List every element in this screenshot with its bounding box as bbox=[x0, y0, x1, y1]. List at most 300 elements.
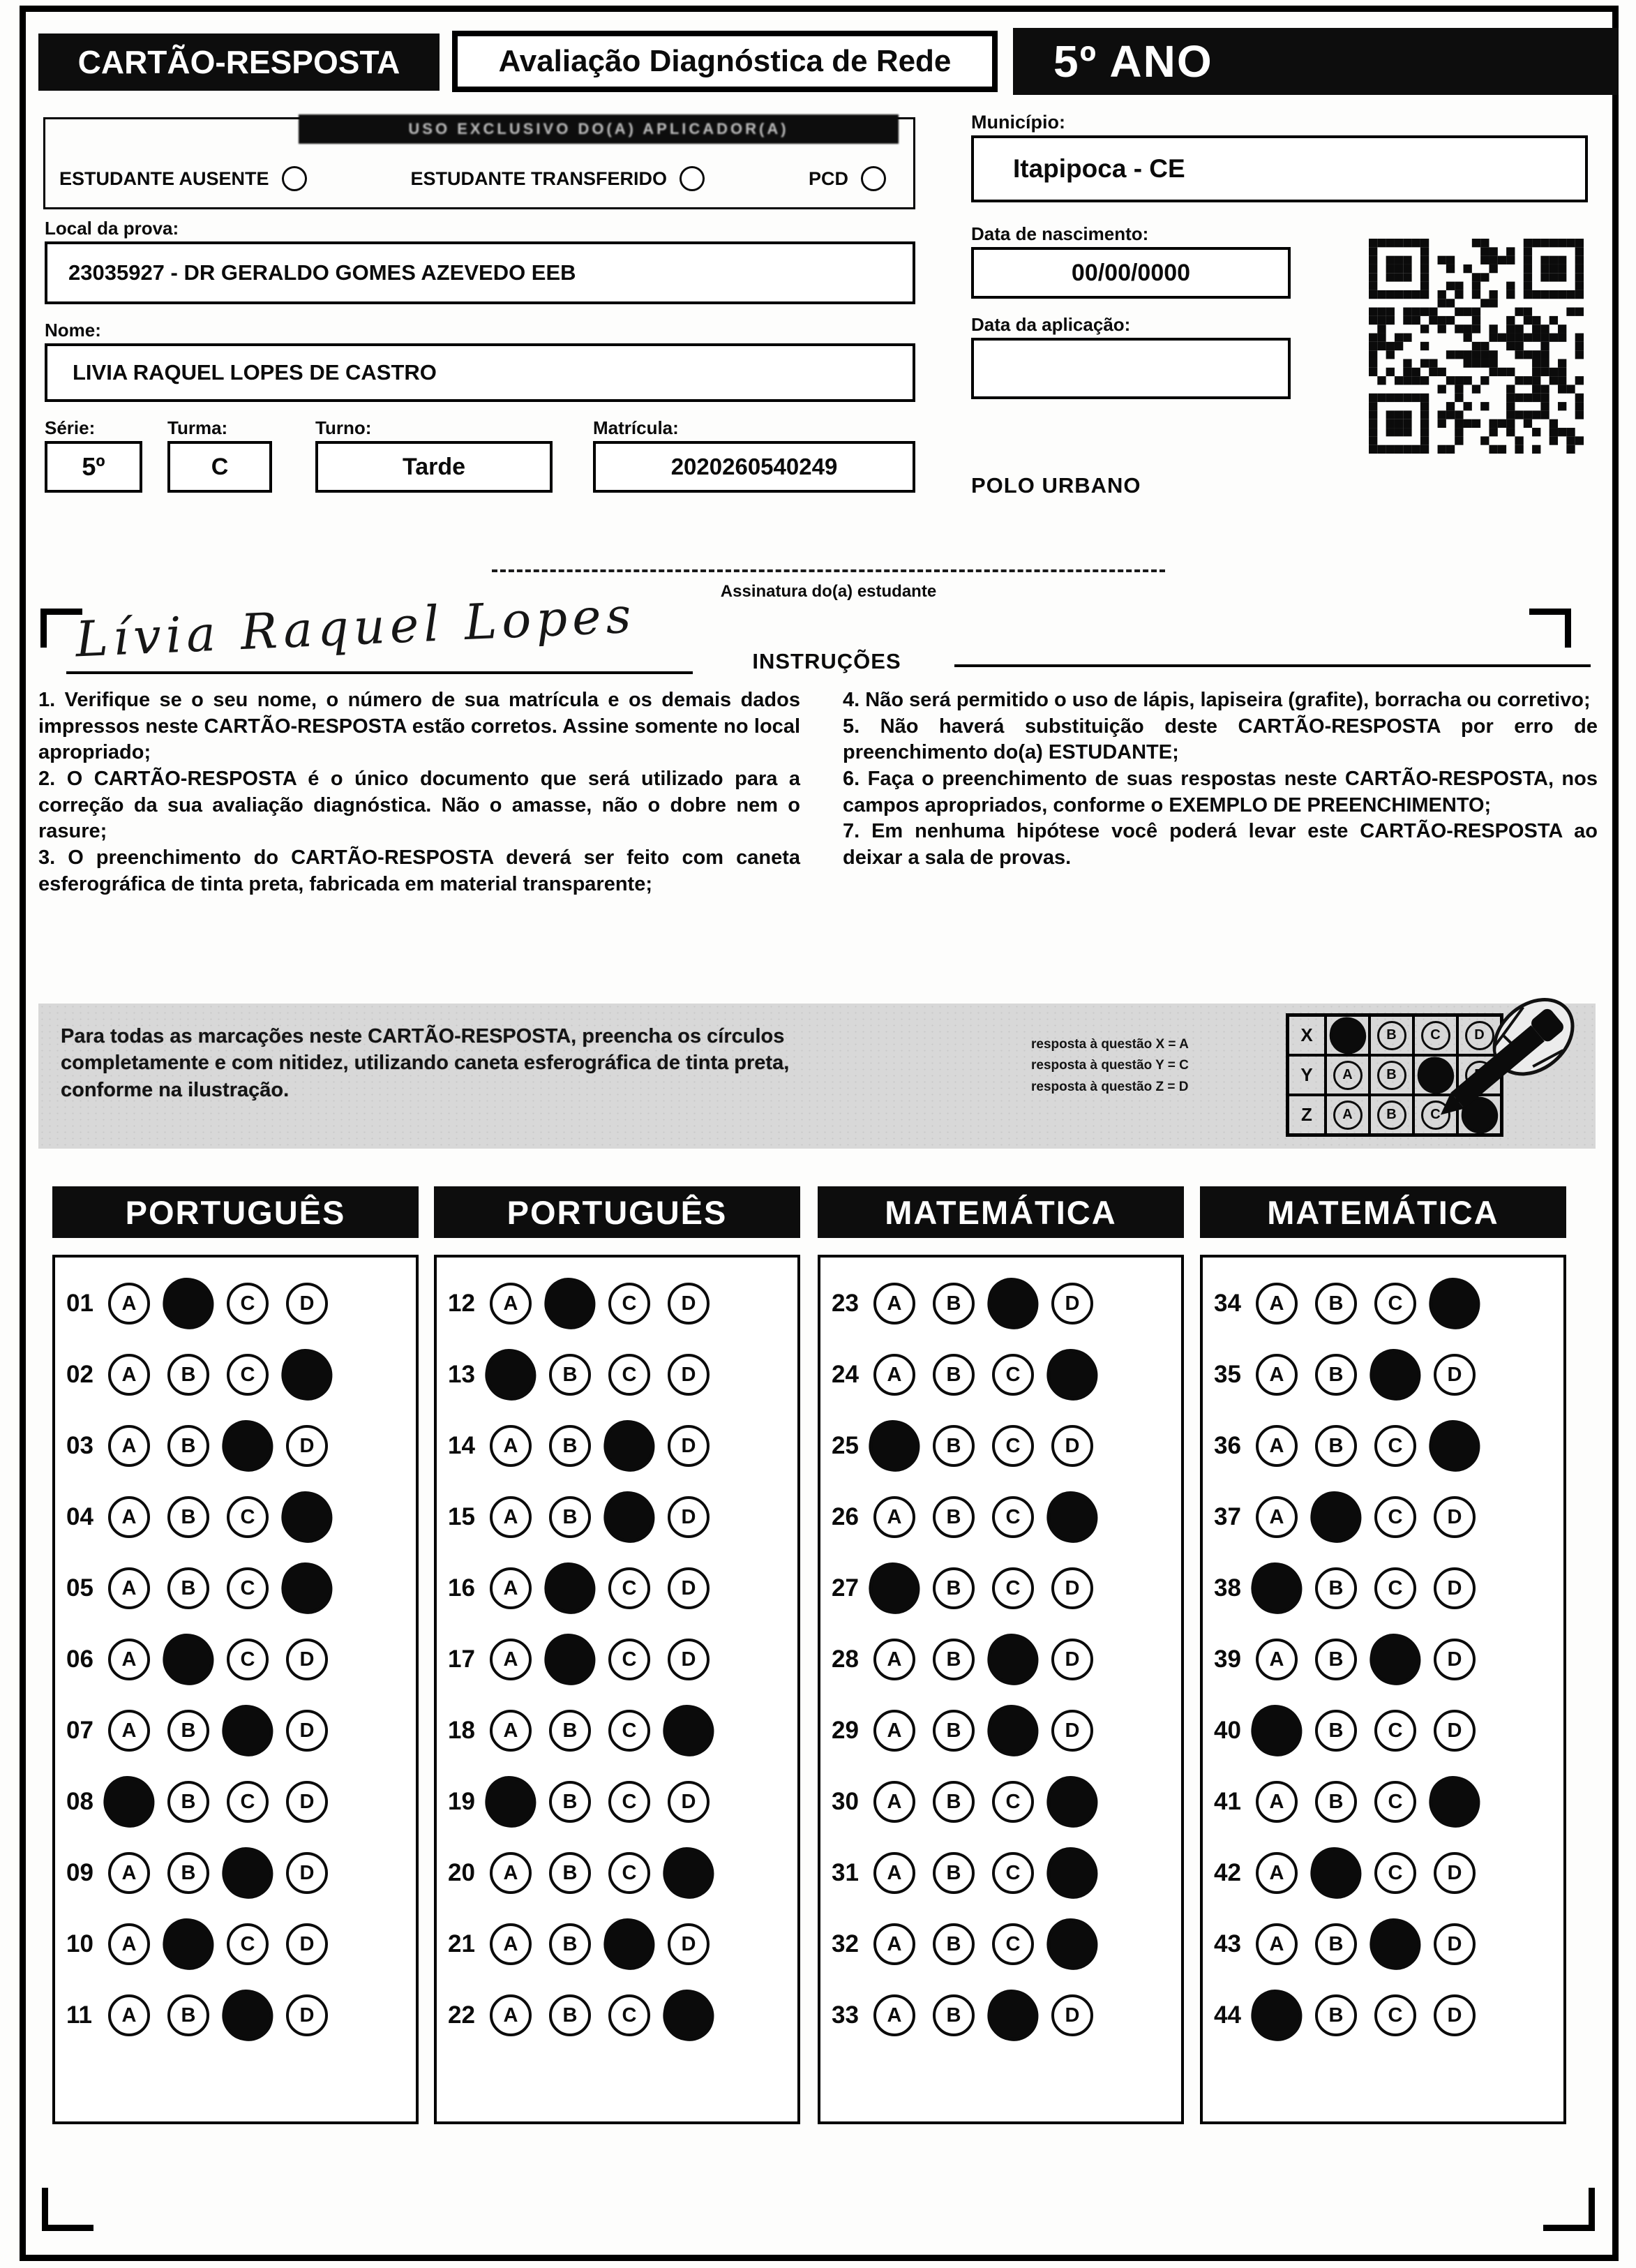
answer-bubble-33-d[interactable]: D bbox=[1051, 1994, 1093, 2036]
answer-bubble-44-b[interactable]: B bbox=[1315, 1994, 1357, 2036]
answer-bubble-13-c[interactable]: C bbox=[608, 1354, 650, 1396]
answer-bubble-01-a[interactable]: A bbox=[108, 1283, 150, 1325]
subject-header-1: PORTUGUÊS bbox=[52, 1186, 419, 1238]
question-row-14 bbox=[448, 1425, 797, 1467]
answer-bubble-39-b[interactable]: B bbox=[1315, 1639, 1357, 1680]
answer-bubble-33-b[interactable]: B bbox=[933, 1994, 975, 2036]
question-row-39 bbox=[1214, 1639, 1563, 1680]
matricula-field: 2020260540249 bbox=[593, 441, 915, 493]
answer-bubble-04-a[interactable]: A bbox=[108, 1496, 150, 1538]
answer-bubble-38-c[interactable]: C bbox=[1374, 1567, 1416, 1609]
answer-bubble-43-a[interactable]: A bbox=[1256, 1923, 1298, 1965]
question-number: 03 bbox=[66, 1432, 93, 1459]
question-number: 33 bbox=[832, 2001, 859, 2029]
question-number: 19 bbox=[448, 1788, 475, 1815]
answer-bubble-16-b[interactable] bbox=[541, 1559, 599, 1618]
question-number: 31 bbox=[832, 1859, 859, 1886]
answer-bubble-26-c[interactable]: C bbox=[992, 1496, 1034, 1538]
answer-bubble-42-d[interactable]: D bbox=[1434, 1852, 1476, 1894]
answer-bubble-05-d[interactable] bbox=[278, 1559, 336, 1618]
answer-bubble-30-c[interactable]: C bbox=[992, 1781, 1034, 1823]
answer-bubble-19-b[interactable]: B bbox=[549, 1781, 591, 1823]
checkbox-circle-ausente[interactable] bbox=[282, 166, 307, 191]
question-row-30 bbox=[832, 1781, 1181, 1823]
answer-bubble-36-b[interactable]: B bbox=[1315, 1425, 1357, 1467]
examiner-bar: USO EXCLUSIVO DO(A) APLICADOR(A) bbox=[299, 114, 899, 144]
question-number: 15 bbox=[448, 1503, 475, 1530]
answer-bubble-21-d[interactable]: D bbox=[668, 1923, 710, 1965]
answer-bubble-41-b[interactable]: B bbox=[1315, 1781, 1357, 1823]
answer-bubble-36-a[interactable]: A bbox=[1256, 1425, 1298, 1467]
question-row-38 bbox=[1214, 1567, 1563, 1609]
answer-bubble-26-a[interactable]: A bbox=[873, 1496, 915, 1538]
question-number: 41 bbox=[1214, 1788, 1241, 1815]
example-row-label: X bbox=[1288, 1015, 1326, 1055]
answer-bubble-17-a[interactable]: A bbox=[490, 1639, 532, 1680]
answer-bubble-27-d[interactable]: D bbox=[1051, 1567, 1093, 1609]
answer-bubble-10-c[interactable]: C bbox=[227, 1923, 269, 1965]
question-number: 16 bbox=[448, 1574, 475, 1602]
example-bubble-z-b: B bbox=[1377, 1101, 1406, 1130]
answer-bubble-08-b[interactable]: B bbox=[167, 1781, 209, 1823]
answer-bubble-16-c[interactable]: C bbox=[608, 1567, 650, 1609]
question-number: 29 bbox=[832, 1717, 859, 1744]
example-cell bbox=[1326, 1095, 1369, 1135]
question-row-13 bbox=[448, 1354, 797, 1396]
answer-bubble-10-d[interactable]: D bbox=[286, 1923, 328, 1965]
answer-bubble-02-b[interactable]: B bbox=[167, 1354, 209, 1396]
answer-bubble-06-c[interactable]: C bbox=[227, 1639, 269, 1680]
answer-bubble-34-a[interactable]: A bbox=[1256, 1283, 1298, 1325]
fill-example-legend-line: resposta à questão Y = C bbox=[1031, 1058, 1189, 1073]
answer-bubble-03-d[interactable]: D bbox=[286, 1425, 328, 1467]
answer-bubble-04-c[interactable]: C bbox=[227, 1496, 269, 1538]
answer-bubble-19-a[interactable] bbox=[481, 1773, 540, 1831]
answer-bubble-32-a[interactable]: A bbox=[873, 1923, 915, 1965]
answer-bubble-25-a[interactable] bbox=[865, 1417, 924, 1475]
answer-bubble-05-b[interactable]: B bbox=[167, 1567, 209, 1609]
answer-bubble-14-b[interactable]: B bbox=[549, 1425, 591, 1467]
turno-label: Turno: bbox=[315, 417, 372, 438]
checkbox-circle-pcd[interactable] bbox=[861, 166, 886, 191]
answer-bubble-41-d[interactable] bbox=[1425, 1773, 1484, 1831]
answer-bubble-26-d[interactable] bbox=[1043, 1488, 1102, 1546]
instructions-title: INSTRUÇÕES bbox=[752, 649, 901, 673]
answer-bubble-11-b[interactable]: B bbox=[167, 1994, 209, 2036]
answer-bubble-20-c[interactable]: C bbox=[608, 1852, 650, 1894]
question-row-32 bbox=[832, 1923, 1181, 1965]
answer-bubble-11-a[interactable]: A bbox=[108, 1994, 150, 2036]
answer-bubble-10-a[interactable]: A bbox=[108, 1923, 150, 1965]
answer-bubble-36-d[interactable] bbox=[1425, 1417, 1484, 1475]
question-row-44 bbox=[1214, 1994, 1563, 2036]
question-row-08 bbox=[66, 1781, 416, 1823]
answer-bubble-18-d[interactable] bbox=[659, 1701, 718, 1760]
answer-bubble-04-b[interactable]: B bbox=[167, 1496, 209, 1538]
answer-bubble-22-c[interactable]: C bbox=[608, 1994, 650, 2036]
answer-bubble-02-c[interactable]: C bbox=[227, 1354, 269, 1396]
answer-bubble-18-a[interactable]: A bbox=[490, 1710, 532, 1752]
answer-bubble-20-a[interactable]: A bbox=[490, 1852, 532, 1894]
nascimento-field: 00/00/0000 bbox=[971, 247, 1291, 299]
examiner-checkbox-row bbox=[59, 166, 886, 191]
answer-bubble-30-d[interactable] bbox=[1043, 1773, 1102, 1831]
answer-bubble-23-d[interactable]: D bbox=[1051, 1283, 1093, 1325]
answer-bubble-31-d[interactable] bbox=[1043, 1844, 1102, 1902]
answer-bubble-19-d[interactable]: D bbox=[668, 1781, 710, 1823]
answer-bubble-19-c[interactable]: C bbox=[608, 1781, 650, 1823]
answer-bubble-43-c[interactable] bbox=[1366, 1915, 1425, 1974]
question-number: 36 bbox=[1214, 1432, 1241, 1459]
answer-bubble-38-d[interactable]: D bbox=[1434, 1567, 1476, 1609]
answer-bubble-37-b[interactable] bbox=[1307, 1488, 1365, 1546]
answer-bubble-44-c[interactable]: C bbox=[1374, 1994, 1416, 2036]
checkbox-label: ESTUDANTE AUSENTE bbox=[59, 167, 269, 189]
answer-bubble-08-d[interactable]: D bbox=[286, 1781, 328, 1823]
signature-corner-right bbox=[1529, 609, 1571, 648]
answer-bubble-37-d[interactable]: D bbox=[1434, 1496, 1476, 1538]
answer-bubble-21-a[interactable]: A bbox=[490, 1923, 532, 1965]
grade-label: 5º ANO bbox=[1013, 28, 1619, 95]
student-signature: Lívia Raquel Lopes bbox=[74, 586, 637, 669]
answer-bubble-24-d[interactable] bbox=[1043, 1345, 1102, 1404]
answer-column-2 bbox=[434, 1255, 800, 2124]
answer-bubble-04-d[interactable] bbox=[278, 1488, 336, 1546]
question-row-28 bbox=[832, 1639, 1181, 1680]
question-row-04 bbox=[66, 1496, 416, 1538]
answer-bubble-17-b[interactable] bbox=[541, 1630, 599, 1689]
turno-field: Tarde bbox=[315, 441, 553, 493]
question-row-09 bbox=[66, 1852, 416, 1894]
question-row-41 bbox=[1214, 1781, 1563, 1823]
answer-bubble-01-d[interactable]: D bbox=[286, 1283, 328, 1325]
question-row-17 bbox=[448, 1639, 797, 1680]
answer-bubble-25-b[interactable]: B bbox=[933, 1425, 975, 1467]
question-row-23 bbox=[832, 1283, 1181, 1325]
instruction-item: 4. Não será permitido o uso de lápis, lapiseira (grafite), borracha ou corretivo; bbox=[843, 689, 1591, 711]
answer-bubble-27-c[interactable]: C bbox=[992, 1567, 1034, 1609]
answer-bubble-15-b[interactable]: B bbox=[549, 1496, 591, 1538]
question-number: 08 bbox=[66, 1788, 93, 1815]
answer-bubble-29-d[interactable]: D bbox=[1051, 1710, 1093, 1752]
answer-bubble-12-b[interactable] bbox=[541, 1274, 599, 1333]
example-row-label: Y bbox=[1288, 1055, 1326, 1095]
answer-bubble-36-c[interactable]: C bbox=[1374, 1425, 1416, 1467]
question-number: 42 bbox=[1214, 1859, 1241, 1886]
polo-label: POLO URBANO bbox=[971, 473, 1141, 498]
answer-bubble-41-c[interactable]: C bbox=[1374, 1781, 1416, 1823]
question-row-15 bbox=[448, 1496, 797, 1538]
example-bubble-y-a: A bbox=[1333, 1061, 1363, 1090]
answer-bubble-30-b[interactable]: B bbox=[933, 1781, 975, 1823]
question-number: 20 bbox=[448, 1859, 475, 1886]
answer-bubble-42-b[interactable] bbox=[1307, 1844, 1365, 1902]
question-row-02 bbox=[66, 1354, 416, 1396]
answer-column-1 bbox=[52, 1255, 419, 2124]
answer-column-3 bbox=[818, 1255, 1184, 2124]
question-row-24 bbox=[832, 1354, 1181, 1396]
question-number: 02 bbox=[66, 1361, 93, 1388]
answer-bubble-01-c[interactable]: C bbox=[227, 1283, 269, 1325]
question-number: 43 bbox=[1214, 1930, 1241, 1957]
question-number: 09 bbox=[66, 1859, 93, 1886]
answer-bubble-27-a[interactable] bbox=[865, 1559, 924, 1618]
question-number: 04 bbox=[66, 1503, 93, 1530]
question-row-03 bbox=[66, 1425, 416, 1467]
answer-bubble-09-b[interactable]: B bbox=[167, 1852, 209, 1894]
answer-bubble-14-c[interactable] bbox=[600, 1417, 659, 1475]
question-number: 14 bbox=[448, 1432, 475, 1459]
answer-bubble-37-c[interactable]: C bbox=[1374, 1496, 1416, 1538]
answer-bubble-33-a[interactable]: A bbox=[873, 1994, 915, 2036]
question-number: 11 bbox=[66, 2001, 92, 2029]
fill-example-text: Para todas as marcações neste CARTÃO-RESPOSTA, preencha os círculos completamente e com nitidez, utilizando caneta esferográfica de tinta preta, conforme na ilustração. bbox=[61, 1025, 790, 1101]
answer-bubble-40-b[interactable]: B bbox=[1315, 1710, 1357, 1752]
answer-bubble-42-a[interactable]: A bbox=[1256, 1852, 1298, 1894]
question-number: 23 bbox=[832, 1290, 859, 1317]
nascimento-label: Data de nascimento: bbox=[971, 223, 1149, 244]
answer-bubble-22-d[interactable] bbox=[659, 1986, 718, 2045]
example-bubble-x-a bbox=[1328, 1015, 1368, 1056]
question-number: 34 bbox=[1214, 1290, 1241, 1317]
answer-bubble-11-c[interactable] bbox=[218, 1986, 277, 2045]
answer-bubble-22-a[interactable]: A bbox=[490, 1994, 532, 2036]
question-row-05 bbox=[66, 1567, 416, 1609]
answer-bubble-39-d[interactable]: D bbox=[1434, 1639, 1476, 1680]
example-cell bbox=[1326, 1055, 1369, 1095]
question-row-11 bbox=[66, 1994, 416, 2036]
question-number: 44 bbox=[1214, 2001, 1241, 2029]
example-bubble-x-b: B bbox=[1377, 1021, 1406, 1050]
answer-bubble-28-d[interactable]: D bbox=[1051, 1639, 1093, 1680]
answer-bubble-25-c[interactable]: C bbox=[992, 1425, 1034, 1467]
corner-mark-bottom-right bbox=[1543, 2188, 1595, 2231]
answer-bubble-16-a[interactable]: A bbox=[490, 1567, 532, 1609]
answer-bubble-07-c[interactable] bbox=[218, 1701, 277, 1760]
municipio-label: Município: bbox=[971, 112, 1065, 133]
subject-header-2: PORTUGUÊS bbox=[434, 1186, 800, 1238]
question-number: 35 bbox=[1214, 1361, 1241, 1388]
answer-bubble-44-d[interactable]: D bbox=[1434, 1994, 1476, 2036]
instructions-right-column bbox=[843, 687, 1598, 872]
answer-bubble-43-d[interactable]: D bbox=[1434, 1923, 1476, 1965]
matricula-label: Matrícula: bbox=[593, 417, 679, 438]
answer-bubble-06-b[interactable] bbox=[159, 1630, 218, 1689]
aplicacao-label: Data da aplicação: bbox=[971, 314, 1131, 335]
instruction-item: 5. Não haverá substituição deste CARTÃO-RESPOSTA por erro de preenchimento do(a) ESTUDANTE; bbox=[843, 715, 1598, 764]
answer-bubble-31-a[interactable]: A bbox=[873, 1852, 915, 1894]
question-row-19 bbox=[448, 1781, 797, 1823]
question-number: 30 bbox=[832, 1788, 859, 1815]
answer-bubble-16-d[interactable]: D bbox=[668, 1567, 710, 1609]
question-row-21 bbox=[448, 1923, 797, 1965]
answer-bubble-24-b[interactable]: B bbox=[933, 1354, 975, 1396]
fill-example-legend-line: resposta à questão X = A bbox=[1031, 1037, 1189, 1052]
aplicacao-field bbox=[971, 338, 1291, 399]
answer-bubble-18-c[interactable]: C bbox=[608, 1710, 650, 1752]
answer-bubble-30-a[interactable]: A bbox=[873, 1781, 915, 1823]
answer-bubble-38-a[interactable] bbox=[1247, 1559, 1306, 1618]
answer-bubble-28-b[interactable]: B bbox=[933, 1639, 975, 1680]
answer-bubble-34-c[interactable]: C bbox=[1374, 1283, 1416, 1325]
question-row-07 bbox=[66, 1710, 416, 1752]
answer-bubble-12-d[interactable]: D bbox=[668, 1283, 710, 1325]
nome-field: LIVIA RAQUEL LOPES DE CASTRO bbox=[45, 343, 915, 402]
answer-bubble-42-c[interactable]: C bbox=[1374, 1852, 1416, 1894]
answer-bubble-29-a[interactable]: A bbox=[873, 1710, 915, 1752]
answer-bubble-07-b[interactable]: B bbox=[167, 1710, 209, 1752]
answer-bubble-18-b[interactable]: B bbox=[549, 1710, 591, 1752]
answer-bubble-39-a[interactable]: A bbox=[1256, 1639, 1298, 1680]
answer-bubble-15-a[interactable]: A bbox=[490, 1496, 532, 1538]
answer-bubble-29-c[interactable] bbox=[984, 1701, 1042, 1760]
qr-code bbox=[1369, 239, 1584, 454]
answer-bubble-31-c[interactable]: C bbox=[992, 1852, 1034, 1894]
municipio-field: Itapipoca - CE bbox=[971, 135, 1588, 202]
answer-bubble-40-d[interactable]: D bbox=[1434, 1710, 1476, 1752]
answer-bubble-06-a[interactable]: A bbox=[108, 1639, 150, 1680]
answer-bubble-09-a[interactable]: A bbox=[108, 1852, 150, 1894]
question-number: 24 bbox=[832, 1361, 859, 1388]
answer-bubble-11-d[interactable]: D bbox=[286, 1994, 328, 2036]
question-row-33 bbox=[832, 1994, 1181, 2036]
answer-bubble-28-c[interactable] bbox=[984, 1630, 1042, 1689]
checkbox-circle-transferido[interactable] bbox=[680, 166, 705, 191]
answer-bubble-13-a[interactable] bbox=[481, 1345, 540, 1404]
answer-bubble-23-b[interactable]: B bbox=[933, 1283, 975, 1325]
answer-bubble-09-c[interactable] bbox=[218, 1844, 277, 1902]
answer-bubble-27-b[interactable]: B bbox=[933, 1567, 975, 1609]
answer-bubble-14-d[interactable]: D bbox=[668, 1425, 710, 1467]
answer-bubble-07-d[interactable]: D bbox=[286, 1710, 328, 1752]
question-number: 18 bbox=[448, 1717, 475, 1744]
question-number: 07 bbox=[66, 1717, 93, 1744]
question-row-18 bbox=[448, 1710, 797, 1752]
answer-bubble-17-d[interactable]: D bbox=[668, 1639, 710, 1680]
answer-bubble-13-d[interactable]: D bbox=[668, 1354, 710, 1396]
answer-bubble-32-c[interactable]: C bbox=[992, 1923, 1034, 1965]
signature-label: Assinatura do(a) estudante bbox=[720, 582, 937, 601]
answer-bubble-02-a[interactable]: A bbox=[108, 1354, 150, 1396]
question-row-36 bbox=[1214, 1425, 1563, 1467]
subject-header-3: MATEMÁTICA bbox=[818, 1186, 1184, 1238]
answer-bubble-32-d[interactable] bbox=[1043, 1915, 1102, 1974]
question-row-20 bbox=[448, 1852, 797, 1894]
question-row-26 bbox=[832, 1496, 1181, 1538]
answer-bubble-43-b[interactable]: B bbox=[1315, 1923, 1357, 1965]
answer-bubble-33-c[interactable] bbox=[984, 1986, 1042, 2045]
answer-bubble-03-c[interactable] bbox=[218, 1417, 277, 1475]
answer-bubble-15-d[interactable]: D bbox=[668, 1496, 710, 1538]
answer-bubble-05-c[interactable]: C bbox=[227, 1567, 269, 1609]
example-cell bbox=[1369, 1055, 1413, 1095]
answer-bubble-09-d[interactable]: D bbox=[286, 1852, 328, 1894]
answer-bubble-08-c[interactable]: C bbox=[227, 1781, 269, 1823]
question-number: 13 bbox=[448, 1361, 475, 1388]
answer-bubble-31-b[interactable]: B bbox=[933, 1852, 975, 1894]
answer-bubble-21-b[interactable]: B bbox=[549, 1923, 591, 1965]
answer-bubble-38-b[interactable]: B bbox=[1315, 1567, 1357, 1609]
question-number: 39 bbox=[1214, 1646, 1241, 1673]
answer-bubble-01-b[interactable] bbox=[159, 1274, 218, 1333]
answer-bubble-34-b[interactable]: B bbox=[1315, 1283, 1357, 1325]
answer-bubble-23-a[interactable]: A bbox=[873, 1283, 915, 1325]
question-number: 38 bbox=[1214, 1574, 1241, 1602]
example-bubble-z-c: C bbox=[1421, 1101, 1450, 1130]
card-title: CARTÃO-RESPOSTA bbox=[38, 33, 440, 91]
fill-example-legend bbox=[1031, 1034, 1240, 1098]
answer-column-4 bbox=[1200, 1255, 1566, 2124]
answer-bubble-37-a[interactable]: A bbox=[1256, 1496, 1298, 1538]
answer-bubble-39-c[interactable] bbox=[1366, 1630, 1425, 1689]
answer-bubble-29-b[interactable]: B bbox=[933, 1710, 975, 1752]
answer-bubble-25-d[interactable]: D bbox=[1051, 1425, 1093, 1467]
question-number: 17 bbox=[448, 1646, 475, 1673]
answer-bubble-10-b[interactable] bbox=[159, 1915, 218, 1974]
answer-bubble-20-d[interactable] bbox=[659, 1844, 718, 1902]
answer-bubble-06-d[interactable]: D bbox=[286, 1639, 328, 1680]
answer-bubble-35-a[interactable]: A bbox=[1256, 1354, 1298, 1396]
question-number: 40 bbox=[1214, 1717, 1241, 1744]
answer-bubble-15-c[interactable] bbox=[600, 1488, 659, 1546]
example-bubble-z-a: A bbox=[1333, 1101, 1363, 1130]
answer-bubble-21-c[interactable] bbox=[600, 1915, 659, 1974]
answer-bubble-28-a[interactable]: A bbox=[873, 1639, 915, 1680]
question-row-37 bbox=[1214, 1496, 1563, 1538]
answer-bubble-22-b[interactable]: B bbox=[549, 1994, 591, 2036]
answer-bubble-24-a[interactable]: A bbox=[873, 1354, 915, 1396]
checkbox-pcd bbox=[809, 166, 886, 191]
instruction-item: 6. Faça o preenchimento de suas respostas neste CARTÃO-RESPOSTA, nos campos apropriados, conforme o EXEMPLO DE PREENCHIMENTO; bbox=[843, 768, 1598, 816]
answer-bubble-12-c[interactable]: C bbox=[608, 1283, 650, 1325]
question-row-35 bbox=[1214, 1354, 1563, 1396]
answer-bubble-08-a[interactable] bbox=[100, 1773, 158, 1831]
answer-bubble-17-c[interactable]: C bbox=[608, 1639, 650, 1680]
answer-bubble-32-b[interactable]: B bbox=[933, 1923, 975, 1965]
answer-bubble-35-c[interactable] bbox=[1366, 1345, 1425, 1404]
nome-label: Nome: bbox=[45, 320, 101, 341]
answer-bubble-02-d[interactable] bbox=[278, 1345, 336, 1404]
question-number: 32 bbox=[832, 1930, 859, 1957]
answer-bubble-26-b[interactable]: B bbox=[933, 1496, 975, 1538]
checkbox-transferido bbox=[411, 166, 705, 191]
answer-bubble-03-a[interactable]: A bbox=[108, 1425, 150, 1467]
question-number: 27 bbox=[832, 1574, 859, 1602]
answer-bubble-03-b[interactable]: B bbox=[167, 1425, 209, 1467]
turma-field: C bbox=[167, 441, 272, 493]
answer-bubble-35-b[interactable]: B bbox=[1315, 1354, 1357, 1396]
answer-bubble-13-b[interactable]: B bbox=[549, 1354, 591, 1396]
answer-bubble-41-a[interactable]: A bbox=[1256, 1781, 1298, 1823]
checkbox-ausente bbox=[59, 166, 307, 191]
answer-bubble-34-d[interactable] bbox=[1425, 1274, 1484, 1333]
question-number: 01 bbox=[66, 1290, 93, 1317]
answer-bubble-23-c[interactable] bbox=[984, 1274, 1042, 1333]
answer-bubble-05-a[interactable]: A bbox=[108, 1567, 150, 1609]
answer-bubble-07-a[interactable]: A bbox=[108, 1710, 150, 1752]
answer-bubble-40-c[interactable]: C bbox=[1374, 1710, 1416, 1752]
answer-bubble-35-d[interactable]: D bbox=[1434, 1354, 1476, 1396]
answer-bubble-44-a[interactable] bbox=[1247, 1986, 1306, 2045]
example-cell bbox=[1369, 1095, 1413, 1135]
answer-bubble-12-a[interactable]: A bbox=[490, 1283, 532, 1325]
answer-bubble-14-a[interactable]: A bbox=[490, 1425, 532, 1467]
answer-bubble-20-b[interactable]: B bbox=[549, 1852, 591, 1894]
answer-bubble-40-a[interactable] bbox=[1247, 1701, 1306, 1760]
dotted-separator bbox=[492, 569, 1165, 572]
answer-bubble-24-c[interactable]: C bbox=[992, 1354, 1034, 1396]
instruction-item: 7. Em nenhuma hipótese você poderá levar este CARTÃO-RESPOSTA ao deixar a sala de provas. bbox=[843, 820, 1598, 870]
